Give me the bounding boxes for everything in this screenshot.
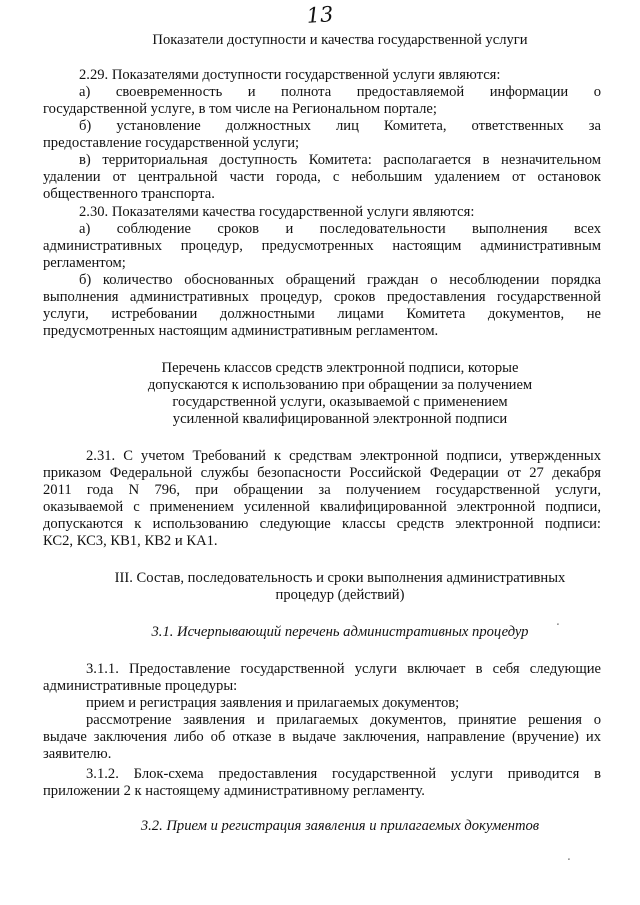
subheading-3-2: 3.2. Прием и регистрация заявления и прилагаемых документов bbox=[140, 818, 540, 834]
s2-29-lead: 2.29. Показателями доступности государственной услуги являются: bbox=[79, 67, 501, 83]
heading-signature-line4: усиленной квалифицированной электронной подписи bbox=[172, 411, 508, 427]
s2-31-line3: 2011 года N 796, при обращении за получением государственной услуги, bbox=[43, 482, 601, 498]
heading-signature-line2: допускаются к использованию при обращении за получением bbox=[147, 377, 533, 393]
s2-30-b-line2: выполнения административных процедур, сроков предоставления государственной bbox=[43, 289, 601, 305]
s2-31-line2: приказом Федеральной службы безопасности Российской Федерации от 27 декабря bbox=[43, 465, 601, 481]
section-iii-line1: III. Состав, последовательность и сроки выполнения административных bbox=[114, 570, 566, 586]
stray-mark: ˑ bbox=[556, 619, 560, 634]
s3-1-1-line1: 3.1.1. Предоставление государственной услуги включает в себя следующие bbox=[86, 661, 601, 677]
s2-30-a-line2: административных процедур, предусмотренных настоящим административным bbox=[43, 238, 601, 254]
s2-30-b-line1: б) количество обоснованных обращений граждан о несоблюдении порядка bbox=[79, 272, 601, 288]
s2-30-b-line3: услуги, истребовании должностными лицами Комитета документов, не bbox=[43, 306, 601, 322]
s2-31-line1: 2.31. С учетом Требований к средствам электронной подписи, утвержденных bbox=[86, 448, 601, 464]
s3-1-1-item1: прием и регистрация заявления и прилагаемых документов; bbox=[86, 695, 460, 711]
s2-30-a-line1: а) соблюдение сроков и последовательности выполнения всех bbox=[79, 221, 601, 237]
s3-1-2-line1: 3.1.2. Блок-схема предоставления государственной услуги приводится в bbox=[86, 766, 601, 782]
s3-1-1-item2-line1: рассмотрение заявления и прилагаемых документов, принятие решения о bbox=[86, 712, 601, 728]
s3-1-1-line2: административные процедуры: bbox=[43, 678, 238, 694]
s2-29-b-line1: б) установление должностных лиц Комитета, ответственных за bbox=[79, 118, 601, 134]
stray-mark-2: ˑ bbox=[567, 854, 571, 869]
s2-29-v-line1: в) территориальная доступность Комитета: располагается в незначительном bbox=[79, 152, 601, 168]
s2-31-line6: КС2, КС3, КВ1, КВ2 и КА1. bbox=[43, 533, 218, 549]
heading-signature-line1: Перечень классов средств электронной подписи, которые bbox=[161, 360, 519, 376]
s2-30-b-line4: предусмотренных настоящим административным регламентом. bbox=[43, 323, 439, 339]
s3-1-1-item2-line2: выдаче заключения либо об отказе в выдаче заключения, направление (вручение) их bbox=[43, 729, 601, 745]
s2-29-v-line3: общественного транспорта. bbox=[43, 186, 215, 202]
heading-indicators: Показатели доступности и качества государственной услуги bbox=[152, 32, 528, 48]
subheading-3-1: 3.1. Исчерпывающий перечень административных процедур bbox=[151, 624, 529, 640]
s2-31-line5: допускаются к использованию следующие классы средств электронной подписи: bbox=[43, 516, 601, 532]
s3-1-2-line2: приложении 2 к настоящему административному регламенту. bbox=[43, 783, 425, 799]
s2-31-line4: оказываемой с применением усиленной квалифицированной электронной подписи, bbox=[43, 499, 601, 515]
s2-29-a-line2: государственной услуге, в том числе на Региональном портале; bbox=[43, 101, 437, 117]
s2-29-b-line2: предоставление государственной услуги; bbox=[43, 135, 300, 151]
s3-1-1-item2-line3: заявителю. bbox=[43, 746, 112, 762]
section-iii-line2: процедур (действий) bbox=[275, 587, 405, 603]
s2-29-v-line2: удалении от центральной части города, с небольшим удалением от остановок bbox=[43, 169, 601, 185]
s2-30-a-line3: регламентом; bbox=[43, 255, 126, 271]
page-number: 13 bbox=[305, 2, 335, 28]
s2-30-lead: 2.30. Показателями качества государственной услуги являются: bbox=[79, 204, 475, 220]
heading-signature-line3: государственной услуги, оказываемой с применением bbox=[172, 394, 508, 410]
s2-29-a-line1: а) своевременность и полнота предоставляемой информации о bbox=[79, 84, 601, 100]
